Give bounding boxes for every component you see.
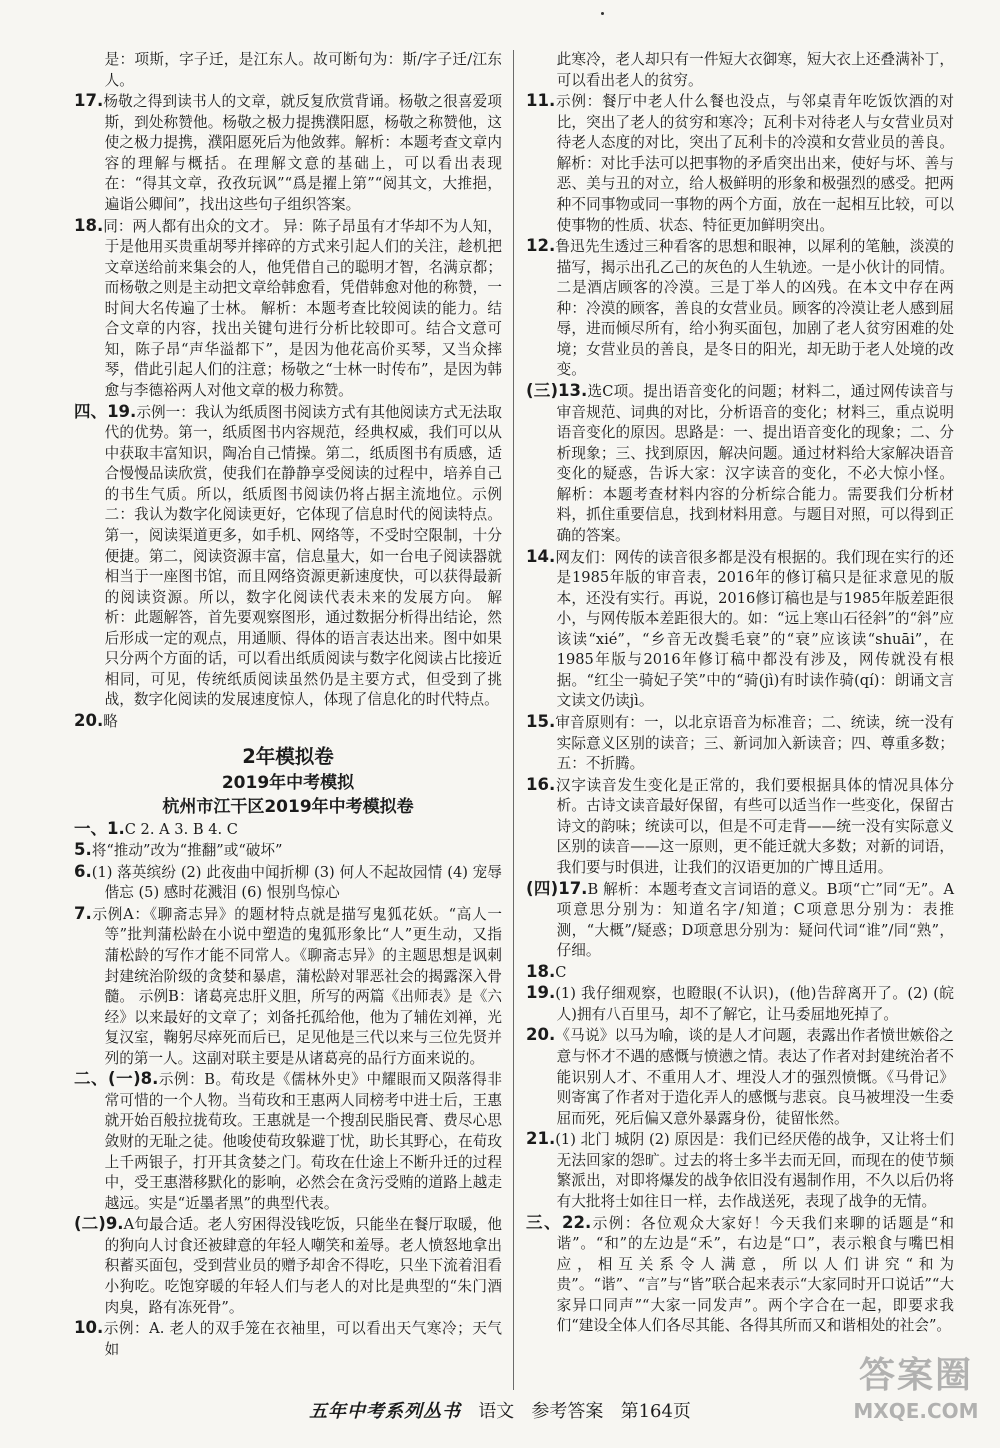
answer-number: 11.: [526, 91, 556, 111]
answer-number: 14.: [526, 546, 556, 566]
answer-number: (二)9.: [74, 1214, 124, 1234]
answer-text: 选C项。提出语音变化的问题；材料二，通过网传读音与审音规范、词典的对比，分析语音的变化；材料三，重点说明语音变化的原因。思路是：一、提出语音变化的现象；二、分析现象；三、找到原因，解决问题。通过材料给大家解决语音变化的疑惑，告诉大家：汉字读音的变化，不必大惊小怪。 解析：本题考查材料内容的分析综合能力。需要我们分析材料，抓住重要信息，找到材料用意。与题目对照，可以得到正确的答案。: [556, 383, 955, 544]
answer-number: 17.: [74, 91, 104, 111]
answer-number: 20.: [74, 711, 104, 730]
answer-number: 21.: [526, 1129, 556, 1149]
answer-item: [526, 91, 954, 236]
answer-text: 略: [103, 713, 118, 730]
answer-item: [526, 879, 954, 962]
answer-number: (三)13.: [526, 381, 588, 400]
answer-text: (1) 我仔细观察，也瞪眼(不认识)，(他)告辞离开了。(2) (皖人)拥有八百里马，却不了解它，让马委屈地死掉了。: [555, 985, 954, 1023]
answer-text: 将“推动”改为“推翻”或“破坏”: [91, 842, 283, 860]
column-divider: [513, 50, 514, 1390]
answer-item: [526, 1025, 954, 1129]
answer-text: 《马说》以马为喻，谈的是人才问题，表露出作者愤世嫉俗之意与怀才不遇的感慨与愤懑之情。表达了作者对封建统治者不能识别人才、不重用人才、埋没人才的强烈愤慨。《马骨记》则寄寓了作者对于造化弄人的感慨与悲哀。良马被埋没一生委屈而死，死后偏又意外暴露身份，徒留怅然。: [555, 1027, 954, 1127]
answer-text: (1) 落英缤纷 (2) 此夜曲中闻折柳 (3) 何人不起故园情 (4) 宠辱偕忘 (5) 感时花溅泪 (6) 恨别鸟惊心: [91, 863, 502, 902]
continued-text: 此寒冷，老人却只有一件短大衣御寒，短大衣上还叠满补丁，可以看出老人的贫穷。: [556, 51, 954, 89]
right-column: [526, 50, 954, 1337]
answer-item: [74, 216, 502, 402]
footer-series: 五年中考系列丛书: [309, 1401, 462, 1422]
footer-subject: 语文: [478, 1401, 515, 1422]
answer-item: [526, 712, 954, 775]
answer-item: [74, 91, 502, 215]
answer-number: 16.: [526, 774, 556, 794]
answer-text: 示例一：我认为纸质图书阅读方式有其他阅读方式无法取代的优势。第一，纸质图书内容规范，经典权威，我们可以从中获取丰富知识，陶冶自己情操。第二，纸质图书有质感，适合慢慢品读欣赏，使我们在静静享受阅读的过程中，培养自己的书生气质。所以，纸质图书阅读仍将占据主流地位。示例二：我认为数字化阅读更好，它体现了信息时代的阅读特点。第一，阅读渠道更多，如手机、网络等，不受时空限制，十分便捷。第二，阅读资源丰富，信息量大，如一台电子阅读器就相当于一座图书馆，而且网络资源更新速度快，可以获得最新的阅读资源。所以，数字化阅读代表未来的发展方向。 解析：此题解答，首先要观察图形，通过数据分析得出结论，然后形成一定的观点，用通顺、得体的语言表达出来。图中如果只分两个方面的话，可以看出纸质阅读与数字化阅读占比接近相同，可见，传统纸质阅读虽然仍是主要方式，但受到了挑战，数字化阅读的发展速度惊人，体现了信息化的时代特点。: [104, 403, 502, 709]
answer-text: 示例：各位观众大家好！今天我们来聊的话题是“和谐”。“和”的左边是“禾”，右边是“口”，表示粮食与嘴巴相应，相互关系令人满意，所以人们讲究“和为贵”。“谐”、“言”与“皆”联合起来表示“大家同时开口说话”“大家异口同声”“大家一同发声”。两个字合在一起，即要求我们“建设全体人们各尽其能、各得其所而又和谐相处的社会”。: [556, 1214, 954, 1335]
answer-number: 12.: [526, 236, 556, 256]
top-dot: [601, 12, 604, 15]
answer-text: 示例A：《聊斋志异》的题材特点就是描写鬼狐花妖。“高人一等”批判蒲松龄在小说中塑造的鬼狐形象比“人”更生动，又指蒲松龄的写作才能不同常人。《聊斋志异》的主题思想是讽刺封建统治阶级的贪婪和暴虐，蒲松龄对罪恶社会的揭露深入骨髓。 示例B：诸葛亮忠肝义胆，所写的两篇《出师表》是《六经》以来最好的文章了；刘备托孤给他，他为了辅佐刘禅，光复汉室，鞠躬尽瘁死而后已，足见他是三代以来与三位先贤并列的第一人。这副对联主要是从诸葛亮的品行方面来说的。: [91, 905, 502, 1067]
answer-item: [526, 381, 954, 547]
answer-text: 汉字读音发生变化是正常的，我们要根据具体的情况具体分析。古诗文读音最好保留，有些可以适当作一些变化，保留古诗文的韵味；统读可以，但是不可走背——统一没有实际意义区别的读音——这一原则，更不能迁就大多数；对新的词语，我们要与时俱进，让我们的汉语更加的广博且适用。: [555, 776, 954, 876]
answer-text: 示例：餐厅中老人什么餐也没点，与邻桌青年吃饭饮酒的对比，突出了老人的贫穷和寒冷；瓦利卡对待老人与女营业员对待老人态度的对比，突出了瓦利卡的冷漠和女营业员的善良。 解析：对比手法可以把事物的矛盾突出出来，使好与坏、善与恶、美与丑的对立，给人极鲜明的形象和极强烈的感受。把两种不同事物或同一事物的两个方面，放在一起相互比较，可以使事物的性质、状态、特征更加鲜明突出。: [555, 93, 954, 234]
answer-item: [74, 1069, 502, 1214]
watermark-logo-text: 答案圈: [858, 1355, 973, 1396]
answer-number: 18.: [74, 215, 104, 235]
section-heading: 2年模拟卷: [242, 744, 334, 768]
answer-text: A句最合适。老人穷困得没钱吃饭，只能坐在餐厅取暖，他的狗向人讨食还被肆意的年轻人嘲笑和羞辱。老人愤怒地拿出积蓄买面包，受到营业员的赠予却舍不得吃，只坐下流着泪看小狗吃。吃饱穿暖的年轻人们与老人的对比是典型的“朱门酒肉臭，路有冻死骨”。: [104, 1216, 502, 1316]
answer-number: 5.: [74, 840, 92, 860]
answer-text: 示例：B。荀玫是《儒林外史》中耀眼而又陨落得非常可惜的一个人物。当荀玫和王惠两人同榜考中进士后，王惠就开始百般拉拢荀玫。王惠就是一个搜刮民脂民膏、费尽心思敛财的无耻之徒。他唆使荀玫躲避丁忧，助长其野心，在荀玫上千两银子，打开其贪婪之门。荀玫在仕途上不断升迁的过程中，受王惠潜移默化的影响，必然会在贪污受贿的道路上越走越远。实是“近墨者黑”的典型代表。: [104, 1071, 502, 1212]
answer-number: 20.: [526, 1025, 556, 1045]
answer-number: 18.: [526, 961, 556, 981]
answer-number: 四、19.: [74, 401, 137, 421]
answer-item: [526, 775, 954, 879]
answer-text: C: [555, 963, 567, 981]
answer-item: [74, 711, 502, 733]
answer-number: 三、22.: [526, 1212, 592, 1232]
answer-item: [526, 1129, 954, 1212]
answer-text: 杨敬之得到读书人的文章，就反复欣赏背诵。杨敬之很喜爱项斯，到处称赞他。杨敬之极力提携濮阳愿，杨敬之称赞他，这使之极力提携，濮阳愿死后为他敛葬。解析：本题考查文章内容的理解与概括。在理解文意的基础上，可以看出表现在：“得其文章，孜孜玩讽”“爲是擢上第”“阅其文，大推挹，遍诣公卿间”，找出这些句子组织答案。: [103, 93, 502, 213]
answer-text: C 2. A 3. B 4. C: [124, 820, 238, 838]
answer-number: 19.: [526, 983, 556, 1003]
answer-number: 10.: [74, 1318, 104, 1338]
answer-item: [74, 402, 502, 711]
continued-text: 是：项斯，字子迁，是江东人。故可断句为：斯/字子迁/江东人。: [104, 51, 502, 89]
left-column: [74, 50, 502, 1360]
answer-item: [74, 819, 502, 841]
answer-text: 同：两人都有出众的文才。 异：陈子昂虽有才华却不为人知，于是他用买贵重胡琴并摔碎的方式来引起人们的关注，趁机把文章送给前来集会的人，他凭借自己的聪明才智，名满京都；而杨敬之则是主动把文章给韩愈看，凭借韩愈对他的称赞，一时间大名传遍了士林。 解析：本题考查比较阅读的能力。结合文章的内容，找出关键句进行分析比较即可。结合文意可知，陈子昂“声华溢都下”，是因为他花高价买琴，又当众摔琴，借此引起人们的注意；杨敬之“士林一时传布”，是因为韩愈与李德裕两人对他文章的极力称赞。: [103, 217, 502, 399]
answer-text: 示例：A. 老人的双手笼在衣袖里，可以看出天气寒冷；天气如: [103, 1320, 502, 1358]
answer-item: [74, 1214, 502, 1318]
watermark-logo: [846, 1354, 986, 1436]
answer-text: 审音原则有：一，以北京语音为标准音；二、统读，统一没有实际意义区别的读音；三、新词加入新读音；四、尊重多数；五：不折腾。: [555, 714, 954, 773]
answer-item: [74, 904, 502, 1070]
answer-number: 6.: [74, 861, 92, 881]
answer-item: [74, 1318, 502, 1360]
answer-text: (1) 北门 城阴 (2) 原因是：我们已经厌倦的战争，又让将士们无法回家的怨旷。过去的将士多半去而无回，而现在的使节频繁派出，对即将爆发的战争依旧没有遏制作用，不久以后仍将有大批将士如往日一样，去作战送死，表现了战争的无情。: [555, 1131, 954, 1210]
answer-item: [526, 547, 954, 713]
answer-number: 一、1.: [74, 818, 125, 838]
footer-page-number: 第164页: [620, 1401, 691, 1422]
answer-item: [526, 983, 954, 1025]
answer-item: [526, 962, 954, 984]
answer-number: 15.: [526, 712, 556, 731]
answer-item: [526, 236, 954, 381]
watermark-site-text: MXQE.COM: [853, 1399, 979, 1423]
answer-item: [74, 862, 502, 904]
footer-section: 参考答案: [531, 1401, 604, 1422]
section-heading: 2019年中考模拟: [221, 772, 355, 793]
answer-text: 鲁迅先生透过三种看客的思想和眼神，以犀利的笔触，淡漠的描写，揭示出孔乙己的灰色的人生轨迹。一是小伙计的同情。二是酒店顾客的冷漠。三是丁举人的凶残。在本文中存在两种：冷漠的顾客，善良的女营业员。顾客的冷漠让老人感到屈辱，进而倾尽所有，给小狗买面包，加剧了老人贫穷困难的处境；女营业员的善良，是冬日的阳光，却无助于老人处境的改变。: [555, 238, 954, 379]
answer-text: 网友们：网传的读音很多都是没有根据的。我们现在实行的还是1985年版的审音表，2016年的修订稿只是征求意见的版本，还没有实行。再说，2016修订稿也是与1985年版差距很小，与网传版本差距很大的。如：“远上寒山石径斜”的“斜”应该读“xié”，“乡音无改鬓毛衰”的“衰”应该读“shuāi”，在1985年版与2016年修订稿中都没有涉及，网传就没有根据。“红尘一骑妃子笑”中的“骑(jì)有时读作骑(qí)：朗诵文言文读文仍读jì。: [555, 548, 954, 710]
answer-number: 二、(一)8.: [74, 1069, 159, 1089]
answer-item: [526, 1213, 954, 1337]
answer-number: 7.: [74, 903, 92, 923]
answer-number: (四)17.: [526, 878, 588, 898]
section-heading: 杭州市江干区2019年中考模拟卷: [162, 796, 414, 817]
answer-item: [74, 840, 502, 862]
answer-text: B 解析：本题考查文言词语的意义。B项“亡”同“无”。A项意思分别为：知道名字/知道；C项意思分别为：表推测，“大概”/疑惑；D项意思分别为：疑问代词“谁”/同“熟”，仔细。: [556, 880, 954, 960]
